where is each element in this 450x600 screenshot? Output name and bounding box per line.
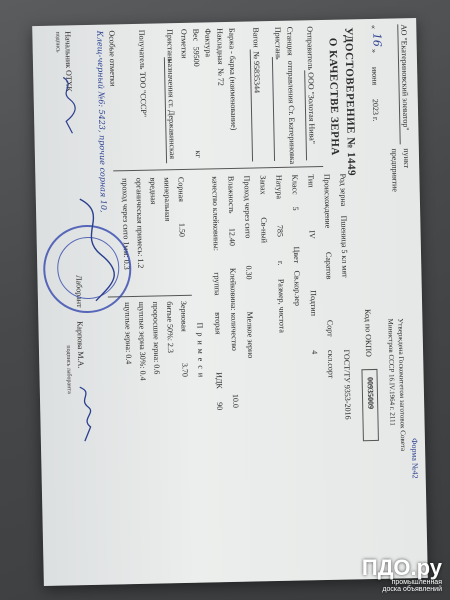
moisture-value: 12.40 <box>227 227 237 247</box>
date-day: 16 <box>370 32 384 47</box>
zernovaya-label: Зерновая <box>178 300 189 332</box>
gluten-label: Клейковина: количество <box>228 267 240 351</box>
gost-label: ГОСТ/ТУ 9353-2016 <box>342 349 353 420</box>
form-number: Форма №42 <box>409 438 420 479</box>
org-name: АО "Екатериновский элеватор" <box>399 24 411 131</box>
head-signature-icon <box>57 75 78 135</box>
moisture-label: Влажность <box>226 175 237 214</box>
color-label: Цвет <box>291 246 302 264</box>
sort-label: Сорт <box>325 319 335 337</box>
smell-label: Запах <box>258 175 268 195</box>
idk-value: 90 <box>215 402 225 411</box>
idk-label: ИДК <box>214 372 224 389</box>
polovina-label: щуплые зерна: 0.4 <box>122 302 134 365</box>
watermark-title: ПДО.ру <box>361 554 442 580</box>
weight-label: Вес <box>191 28 201 42</box>
date-year: 2023 г. <box>370 98 381 122</box>
prohod-label: проход через сито 1мм: 0.3 <box>120 178 132 270</box>
sender-label: Отправитель <box>305 26 316 71</box>
approved-line-1: Утверждена Госкомитетом заготовок Совета <box>396 318 408 452</box>
type-label: Тип <box>306 174 316 188</box>
zernovaya-value: 3.70 <box>180 362 190 378</box>
okpo-value: 00935009 <box>365 376 376 410</box>
size-label: Размер, чистота <box>276 278 287 333</box>
pass-value: 0.30 <box>244 265 254 280</box>
gluten-group-label: группа <box>212 272 222 296</box>
wagon-label: Вагон <box>251 27 261 48</box>
weight-value: 59500 <box>191 46 202 67</box>
head-sign-caption: подпись <box>54 31 61 53</box>
gluten-group-value: вторая <box>213 312 223 335</box>
nature-value: 785 <box>275 224 285 238</box>
type-value: IV <box>307 230 317 239</box>
origin-value: Саратов <box>323 251 334 280</box>
invoice-label: Накладная <box>215 28 226 65</box>
point-label: пункт <box>401 148 412 169</box>
document-paper <box>32 18 428 586</box>
vrednaya-label: вредная <box>148 177 158 205</box>
origin-label: Происхождение <box>322 173 333 229</box>
places-label: Отметки <box>179 28 189 59</box>
sornaya-value: 1.50 <box>177 222 187 238</box>
stamp-handwriting-icon <box>70 194 122 305</box>
arrival-label: Пристань <box>273 26 283 60</box>
organic-label: органическая примесь: 1.2 <box>134 177 146 269</box>
dest-value: назначения ст. Державинская <box>165 59 177 160</box>
receiver-value: ТОО "СССР" <box>138 71 149 118</box>
subtype-label: Подтип <box>308 290 319 317</box>
weight-unit: кг <box>193 150 203 158</box>
notes-value: Клещ-черный №6: 5423, прочие сорная 10, <box>95 30 109 213</box>
shchuplye-label: щуплые зерна 30%: 0.4 <box>136 301 148 381</box>
dest-label: Пристань <box>165 29 175 62</box>
subtype-value: 4 <box>310 350 320 355</box>
pass-label: Проход через сито <box>242 175 253 239</box>
prorosshie-label: проросшие зерна: 0.6 <box>150 301 162 375</box>
nature-label: Натура <box>274 174 284 200</box>
lab-signature-icon <box>74 385 99 445</box>
invoice-label-2: Фактура <box>203 28 213 58</box>
nature-unit: г. <box>276 260 286 266</box>
notes-label: Особые отметки <box>107 30 118 87</box>
lab-label: Лаборант <box>74 275 85 308</box>
enterprise-label: предприятие <box>389 148 400 192</box>
class-label: Класс <box>290 174 300 195</box>
bitye-label: битые 50%: 2.3 <box>164 301 176 354</box>
color-value: Св.кор.зер <box>292 270 303 306</box>
wagon-value: № 95835344 <box>251 51 262 94</box>
sender-value: ООО "Золотая Нива" <box>306 72 317 145</box>
pdo-watermark <box>361 554 442 594</box>
impurities-header: П р и м е с и <box>195 322 206 379</box>
barge-label: Баржа - барка (наименование) <box>227 27 239 131</box>
okpo-label: Код по ОКПО <box>363 309 374 357</box>
sort-value: скл.сорт <box>326 349 336 379</box>
grain-value: Пшеница 5 кл мят <box>339 215 350 278</box>
watermark-sub-1: промышленная <box>391 578 442 586</box>
watermark-sub-2: доска объявлений <box>382 586 442 594</box>
gluten-value: 10.0 <box>230 393 241 408</box>
doc-title: УДОСТОВЕРЕНИЕ № 1449 <box>342 27 358 177</box>
sornaya-label: Сорная <box>176 176 186 202</box>
doc-subtitle: О КАЧЕСТВЕ ЗЕРНА <box>326 37 341 156</box>
invoice-value: № 72 <box>216 68 226 86</box>
grain-certificate: АО "Екатериновский элеватор" пункт предприятие « 16 » июня 2023 г. УДОСТОВЕРЕНИЕ № 1449 О КАЧЕСТВЕ ЗЕРНА Отправитель ООО "Золотая Нива" Станция отправления Ст. Екатериновка Пристань Вагон № 95835344 Баржа - барка (наименование) Накладная № 72 Фактура Вес 59500 кг Отметки Пристань назначения ст. Державинская Получатель ТОО "СССР" Особые отметки Клещ-черный №6: 5423, прочие сорная 10, Начальник ОТХК подпись Форма №42 Утверждена Госкомитетом заготовок Совета Министров СССР 16.IV.1964 г. 2111 Код по ОКПО 00935009 Род зерна Пшеница 5 кл мят ГОСТ/ТУ 9353-2016 Происхождение Саратов Сорт скл.сорт Тип IV Подтип 4 Класс 5 Цвет Св.кор.зер Натура 785 г. Размер, чистота Запах Св-ный Проход через сито 0.30 Мелкое зерно Влажность 12.40 Клейковина: количество 10.0 качество клейковины: группа вторая ИДК 90 П р и м е с и Сорная 1.50 Зерновая 3.70 минеральная битые 50%: 2.3 вредная проросшие зерна: 0.6 органическая примесь: 1.2 щуплые зерна 30%: 0.4 проход через сито 1мм: 0.3 щуплые зерна: 0.4 Лаборант Карпова М.А. подпись лаборанта <box>32 18 428 586</box>
small-grain-label: Мелкое зерно <box>245 311 256 359</box>
grain-label: Род зерна <box>338 173 349 207</box>
station-value: отправления Ст. Екатериновка <box>285 60 298 165</box>
head-otkh-label: Начальник ОТХК <box>63 31 74 92</box>
date-month: июня <box>370 66 380 86</box>
lab-sign-caption: подпись лаборанта <box>64 345 72 394</box>
receiver-label: Получатель <box>137 29 148 70</box>
station-label: Станция <box>285 26 295 56</box>
mineral-label: минеральная <box>162 177 173 222</box>
gluten-quality-label: качество клейковины: <box>210 176 221 252</box>
lab-name: Карпова М.А. <box>75 321 86 369</box>
class-value: 5 <box>291 206 301 211</box>
smell-value: Св-ный <box>259 217 269 244</box>
approved-line-2: Министров СССР 16.IV.1964 г. 2111 <box>386 318 397 426</box>
